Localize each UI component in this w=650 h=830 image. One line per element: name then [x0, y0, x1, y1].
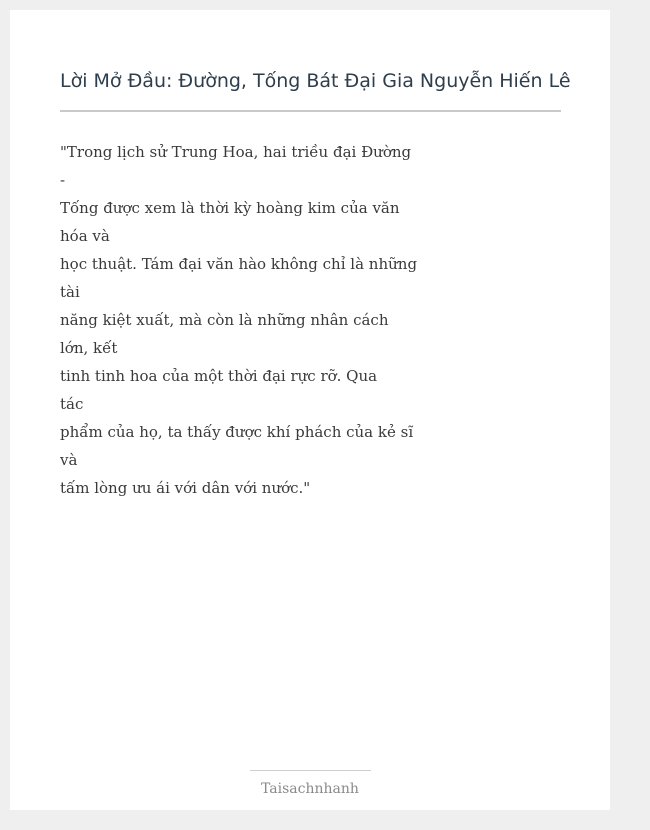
footer-divider: [250, 770, 371, 771]
body-line: lớn, kết: [60, 339, 118, 357]
footer-source: Taisachnhanh: [261, 781, 359, 797]
body-line: Tống được xem là thời kỳ hoàng kim của văn: [60, 199, 400, 217]
body-line: và: [60, 451, 78, 469]
body-line: tấm lòng ưu ái với dân với nước.": [60, 479, 311, 497]
body-line: hóa và: [60, 227, 110, 245]
body-line: -: [60, 171, 66, 189]
body-line: tác: [60, 395, 84, 413]
body-line: tài: [60, 283, 80, 301]
document-page: [10, 10, 610, 810]
body-line: học thuật. Tám đại văn hào không chỉ là những: [60, 255, 418, 273]
body-line: phẩm của họ, ta thấy được khí phách của kẻ sĩ: [60, 423, 414, 441]
page-title: Lời Mở Đầu: Đường, Tống Bát Đại Gia Nguyễn Hiến Lê: [60, 70, 571, 92]
body-line: "Trong lịch sử Trung Hoa, hai triều đại Đường: [60, 143, 412, 161]
body-paragraph: [60, 138, 560, 502]
body-line: tinh tinh hoa của một thời đại rực rỡ. Qua: [60, 367, 378, 385]
title-divider: [60, 110, 561, 112]
body-line: năng kiệt xuất, mà còn là những nhân cách: [60, 311, 389, 329]
